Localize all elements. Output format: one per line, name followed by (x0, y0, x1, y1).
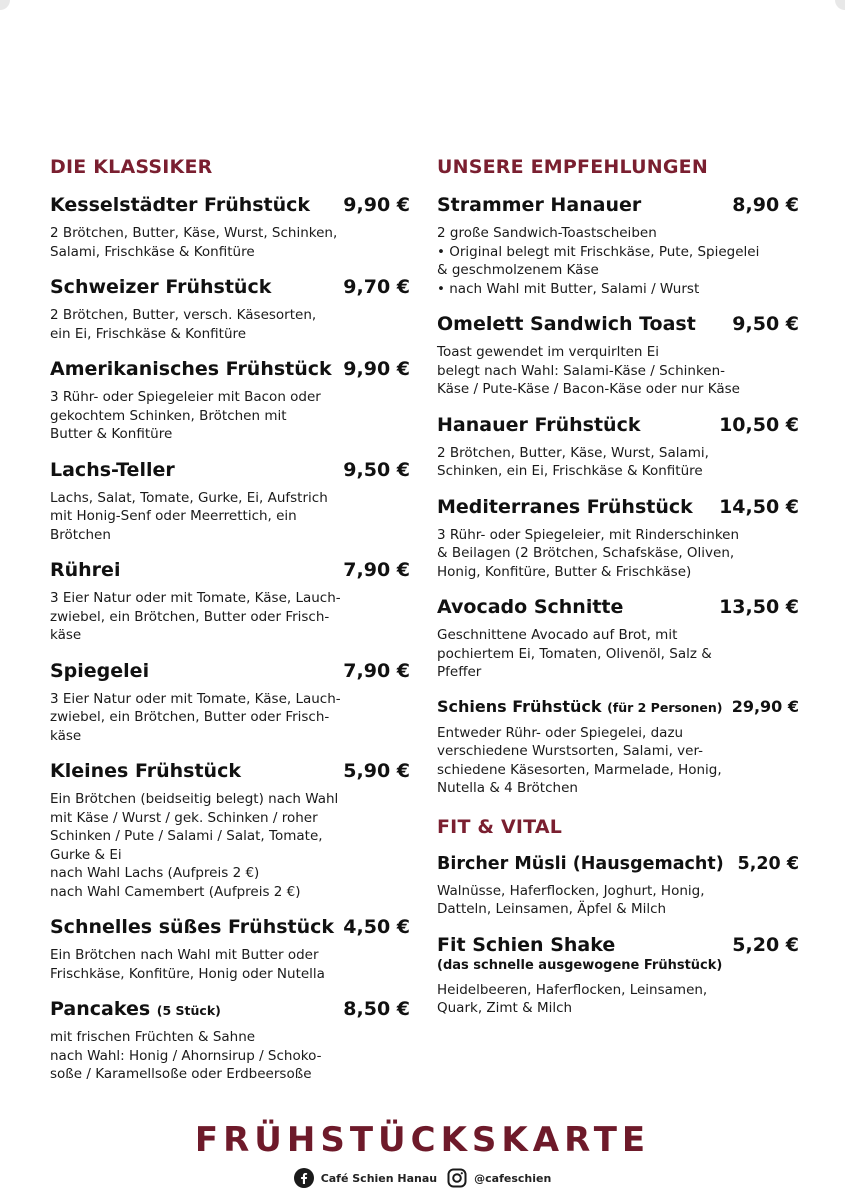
description-line: käse (50, 727, 82, 744)
menu-item (437, 854, 799, 919)
menu-item (437, 313, 799, 399)
facebook-label: Café Schien Hanau (320, 1171, 438, 1185)
menu-item-name-text: Kleines Frühstück (50, 760, 241, 782)
description-line: pochiertem Ei, Tomaten, Olivenöl, Salz & (437, 645, 712, 662)
description-line: Käse / Pute-Käse / Bacon-Käse oder nur Käse (437, 381, 740, 397)
menu-item-name-text: Spiegelei (50, 659, 150, 682)
menu-item (437, 414, 799, 481)
menu-item (50, 358, 410, 444)
menu-item-name (50, 998, 221, 1020)
menu-item (50, 916, 410, 983)
description-line: Schinken / Pute / Salami / Salat, Tomate, (50, 828, 323, 844)
menu-item-description (437, 343, 799, 399)
section-title-klassiker: DIE KLASSIKER (50, 156, 213, 178)
menu-item-name-text: Lachs-Teller (50, 458, 175, 481)
facebook-link[interactable] (294, 1168, 437, 1188)
description-line: 2 Brötchen, Butter, versch. Käsesorten, (50, 307, 317, 323)
description-line: Ein Brötchen nach Wahl mit Butter oder (50, 947, 319, 963)
description-line: & Beilagen (2 Brötchen, Schafskäse, Oliven, (437, 545, 735, 561)
menu-item-price: 9,90 € (343, 358, 410, 380)
description-line: 2 große Sandwich-Toastscheiben (437, 225, 657, 241)
menu-item-name (50, 194, 310, 216)
description-line: gekochtem Schinken, Brötchen mit (50, 407, 287, 424)
menu-item (50, 998, 410, 1084)
menu-item-name (50, 459, 175, 481)
description-line: Gurke & Ei (50, 846, 122, 863)
menu-item-header (437, 313, 799, 335)
menu-item (437, 596, 799, 682)
menu-item-name-text: Omelett Sandwich Toast (437, 313, 696, 335)
menu-item (50, 194, 410, 261)
description-line: Ein Brötchen (beidseitig belegt) nach Wahl (50, 791, 339, 807)
description-line: Frischkäse, Konfitüre, Honig oder Nutella (50, 965, 325, 982)
menu-item-header (50, 276, 410, 298)
menu-item (437, 496, 799, 582)
menu-item-price: 9,90 € (343, 194, 410, 216)
social-links (0, 1168, 845, 1188)
menu-item-header (50, 559, 410, 581)
menu-item-header (50, 194, 410, 216)
menu-item-price: 13,50 € (719, 596, 799, 618)
menu-item-name-text: Schiens Frühstück (437, 696, 602, 716)
description-line: mit frischen Früchten & Sahne (50, 1029, 256, 1045)
corner-decoration-left (0, 0, 10, 10)
description-line: Geschnittene Avocado auf Brot, mit (437, 627, 678, 643)
description-line: & geschmolzenem Käse (437, 262, 599, 278)
menu-item-note: (5 Stück) (156, 1003, 221, 1018)
menu-item-name (437, 934, 615, 956)
corner-decoration-right (835, 0, 845, 10)
description-line: 3 Eier Natur oder mit Tomate, Käse, Lauch- (50, 590, 341, 606)
description-line: nach Wahl Lachs (Aufpreis 2 €) (50, 865, 260, 881)
menu-item-header (50, 916, 410, 938)
menu-item (50, 760, 410, 901)
description-line: 3 Rühr- oder Spiegeleier, mit Rinderschinken (437, 526, 740, 543)
right-column (437, 156, 799, 1033)
menu-item-name-text: Rührei (50, 559, 121, 581)
description-line: nach Wahl: Honig / Ahornsirup / Schoko- (50, 1047, 322, 1064)
menu-item-price: 8,90 € (732, 194, 799, 216)
description-line: Lachs, Salat, Tomate, Gurke, Ei, Aufstrich (50, 489, 328, 506)
menu-item-price: 8,50 € (343, 998, 410, 1020)
description-line: mit Käse / Wurst / gek. Schinken / roher (50, 809, 318, 826)
menu-item-header (50, 998, 410, 1020)
facebook-icon (294, 1168, 314, 1188)
description-line: Honig, Konfitüre, Butter & Frischkäse) (437, 563, 692, 580)
description-line: 2 Brötchen, Butter, Käse, Wurst, Salami, (437, 444, 709, 461)
instagram-link[interactable] (447, 1168, 551, 1188)
menu-item-header (437, 697, 799, 716)
menu-item-header (437, 596, 799, 618)
description-line: verschiedene Wurstsorten, Salami, ver- (437, 743, 704, 759)
menu-title: FRÜHSTÜCKSKARTE (194, 1120, 651, 1160)
menu-item-name (50, 760, 241, 782)
menu-item-price: 7,90 € (343, 559, 410, 581)
menu-item-description (50, 388, 410, 444)
menu-item-description (50, 589, 410, 645)
klassiker-list (50, 194, 410, 1084)
menu-item-header (437, 496, 799, 518)
menu-item-price: 9,70 € (343, 276, 410, 298)
menu-item-description (50, 1028, 410, 1084)
description-line: schiedene Käsesorten, Marmelade, Honig, (437, 761, 722, 778)
description-line: Butter & Konfitüre (50, 426, 173, 442)
menu-item-description (50, 790, 410, 901)
empfehlungen-list (437, 194, 799, 798)
menu-item-name (437, 854, 724, 874)
menu-item-description (437, 882, 799, 919)
menu-item-name (50, 916, 334, 938)
instagram-label: @cafeschien (474, 1171, 552, 1185)
menu-item-price: 10,50 € (719, 413, 799, 436)
instagram-icon (447, 1168, 467, 1188)
description-line: Schinken, ein Ei, Frischkäse & Konfitüre (437, 463, 703, 479)
menu-item (437, 934, 799, 1018)
menu-item-name (50, 358, 332, 380)
menu-item-name-text: Pancakes (50, 998, 151, 1020)
description-line: Salami, Frischkäse & Konfitüre (50, 243, 255, 260)
description-line: käse (50, 627, 82, 643)
menu-item-name-text: Amerikanisches Frühstück (50, 358, 332, 380)
menu-item-header (50, 760, 410, 782)
description-line: zwiebel, ein Brötchen, Butter oder Frisch- (50, 709, 330, 725)
section-title-fit-vital: FIT & VITAL (437, 815, 563, 838)
menu-item-description (437, 626, 799, 682)
description-line: ein Ei, Frischkäse & Konfitüre (50, 325, 247, 342)
menu-item-subtitle: (das schnelle ausgewogene Frühstück) (437, 957, 723, 973)
menu-item-description (437, 526, 799, 582)
menu-item-description (437, 444, 799, 481)
menu-item-price: 14,50 € (719, 495, 799, 518)
description-line: Toast gewendet im verquirlten Ei (437, 344, 660, 360)
description-line: Entweder Rühr- oder Spiegelei, dazu (437, 724, 684, 741)
menu-item-price: 5,90 € (343, 760, 410, 782)
menu-item-price: 9,50 € (732, 313, 799, 335)
menu-item-description (437, 981, 799, 1018)
description-line: Datteln, Leinsamen, Äpfel & Milch (437, 901, 667, 917)
description-line: 3 Rühr- oder Spiegeleier mit Bacon oder (50, 389, 321, 405)
menu-item-description (50, 690, 410, 746)
menu-item-description (437, 724, 799, 798)
menu-item-name-text: Avocado Schnitte (437, 596, 624, 618)
menu-item-price: 4,50 € (343, 916, 410, 938)
menu-item-header (437, 414, 799, 436)
menu-item-price: 5,20 € (732, 933, 799, 956)
menu-item-name-text: Mediterranes Frühstück (437, 495, 693, 518)
menu-item (50, 276, 410, 343)
menu-item-name-text: Strammer Hanauer (437, 194, 642, 216)
menu-item-name (50, 559, 120, 581)
description-line: soße / Karamellsoße oder Erdbeersoße (50, 1066, 312, 1082)
menu-item-description (50, 224, 410, 261)
menu-item-name (50, 660, 149, 682)
description-line: Nutella & 4 Brötchen (437, 780, 578, 796)
description-line: Quark, Zimt & Milch (437, 1000, 573, 1016)
description-line: zwiebel, ein Brötchen, Butter oder Frisch- (50, 608, 330, 625)
menu-item-name (437, 313, 696, 335)
menu-item (50, 459, 410, 545)
menu-item (50, 559, 410, 645)
fit-vital-list (437, 854, 799, 1018)
menu-item-name (437, 414, 640, 436)
menu-item-header (50, 358, 410, 380)
description-line: Brötchen (50, 526, 111, 543)
description-line: 2 Brötchen, Butter, Käse, Wurst, Schinken, (50, 225, 338, 241)
menu-item-price: 7,90 € (343, 659, 410, 682)
menu-item-header (437, 194, 799, 216)
menu-item-description (50, 489, 410, 545)
description-line: mit Honig-Senf oder Meerrettich, ein (50, 508, 297, 524)
description-line: • nach Wahl mit Butter, Salami / Wurst (437, 280, 700, 297)
menu-item (50, 660, 410, 746)
menu-item-name (437, 194, 641, 216)
description-line: nach Wahl Camembert (Aufpreis 2 €) (50, 883, 301, 900)
menu-item-header (437, 934, 799, 956)
menu-item-name (437, 697, 723, 716)
left-column (50, 156, 410, 1099)
description-line: Heidelbeeren, Haferflocken, Leinsamen, (437, 981, 708, 998)
menu-item-price: 9,50 € (343, 458, 410, 481)
menu-item-name-text: Schnelles süßes Frühstück (50, 916, 335, 938)
menu-item-name (437, 596, 623, 618)
menu-item-note: (für 2 Personen) (607, 699, 723, 715)
menu-item-header (50, 660, 410, 682)
menu-item-name (50, 276, 271, 298)
menu-item-description (50, 946, 410, 983)
section-title-empfehlungen: UNSERE EMPFEHLUNGEN (437, 156, 708, 178)
description-line: Walnüsse, Haferflocken, Joghurt, Honig, (437, 882, 705, 899)
menu-item-name-text: Kesselstädter Frühstück (50, 194, 311, 216)
menu-item-name (437, 496, 693, 518)
menu-item-description (437, 224, 799, 298)
menu-item-name-text: Schweizer Frühstück (50, 276, 272, 298)
menu-item-name-text: Hanauer Frühstück (437, 413, 641, 436)
menu-item-name-text: Bircher Müsli (Hausgemacht) (437, 853, 724, 874)
description-line: • Original belegt mit Frischkäse, Pute, Spiegelei (437, 243, 760, 260)
menu-item-price: 29,90 € (731, 696, 799, 716)
menu-item-name-text: Fit Schien Shake (437, 933, 616, 956)
menu-item-price: 5,20 € (737, 853, 799, 874)
menu-item-description (50, 306, 410, 343)
menu-item-header (50, 459, 410, 481)
menu-item (437, 194, 799, 298)
menu-item-header (437, 854, 799, 874)
description-line: Pfeffer (437, 664, 482, 680)
description-line: 3 Eier Natur oder mit Tomate, Käse, Lauch- (50, 690, 341, 707)
menu-item (437, 697, 799, 798)
description-line: belegt nach Wahl: Salami-Käse / Schinken- (437, 362, 726, 379)
